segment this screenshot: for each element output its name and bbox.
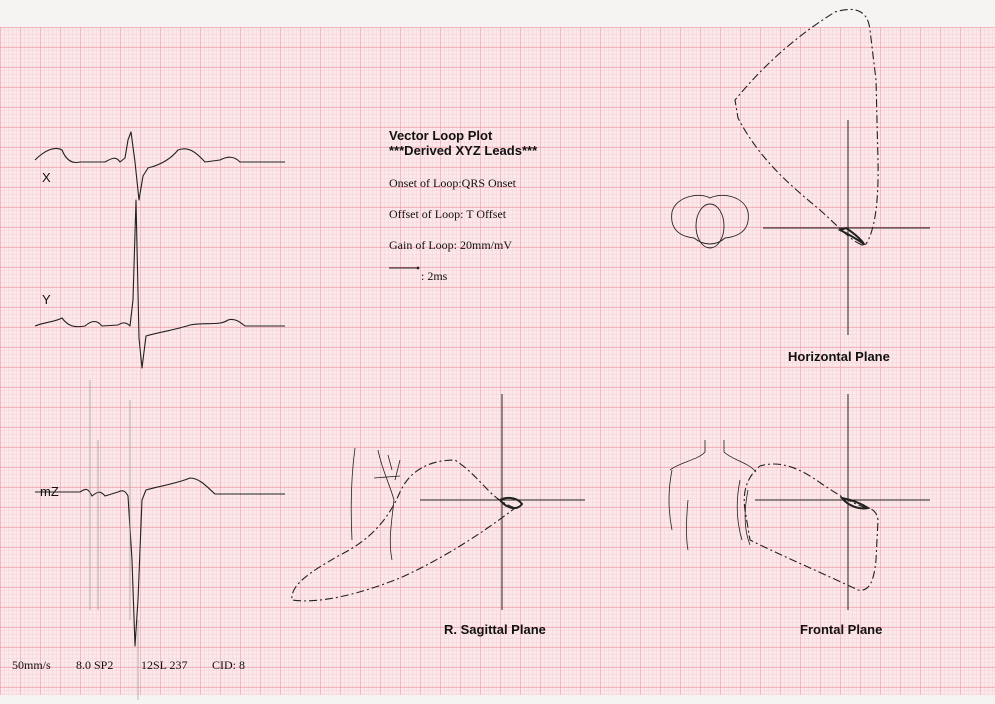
footer-program: 12SL 237: [141, 658, 188, 672]
frontal-plane-label: Frontal Plane: [800, 622, 883, 637]
plot-title-line2: ***Derived XYZ Leads***: [389, 143, 538, 158]
onset-text: Onset of Loop:QRS Onset: [389, 176, 516, 190]
footer-filter: 8.0 SP2: [76, 658, 114, 672]
sagittal-plane-label: R. Sagittal Plane: [444, 622, 546, 637]
lead-label-x: X: [42, 170, 51, 185]
footer-cid: CID: 8: [212, 658, 245, 672]
plot-title-line1: Vector Loop Plot: [389, 128, 493, 143]
footer-speed: 50mm/s: [12, 658, 51, 672]
horizontal-plane-label: Horizontal Plane: [788, 349, 890, 364]
offset-text: Offset of Loop: T Offset: [389, 207, 507, 221]
scale-marker-text: : 2ms: [421, 269, 448, 283]
plot-title: [389, 128, 537, 158]
lead-label-mz: mZ: [40, 484, 59, 499]
lead-label-y: Y: [42, 292, 51, 307]
gain-text: Gain of Loop: 20mm/mV: [389, 238, 512, 252]
